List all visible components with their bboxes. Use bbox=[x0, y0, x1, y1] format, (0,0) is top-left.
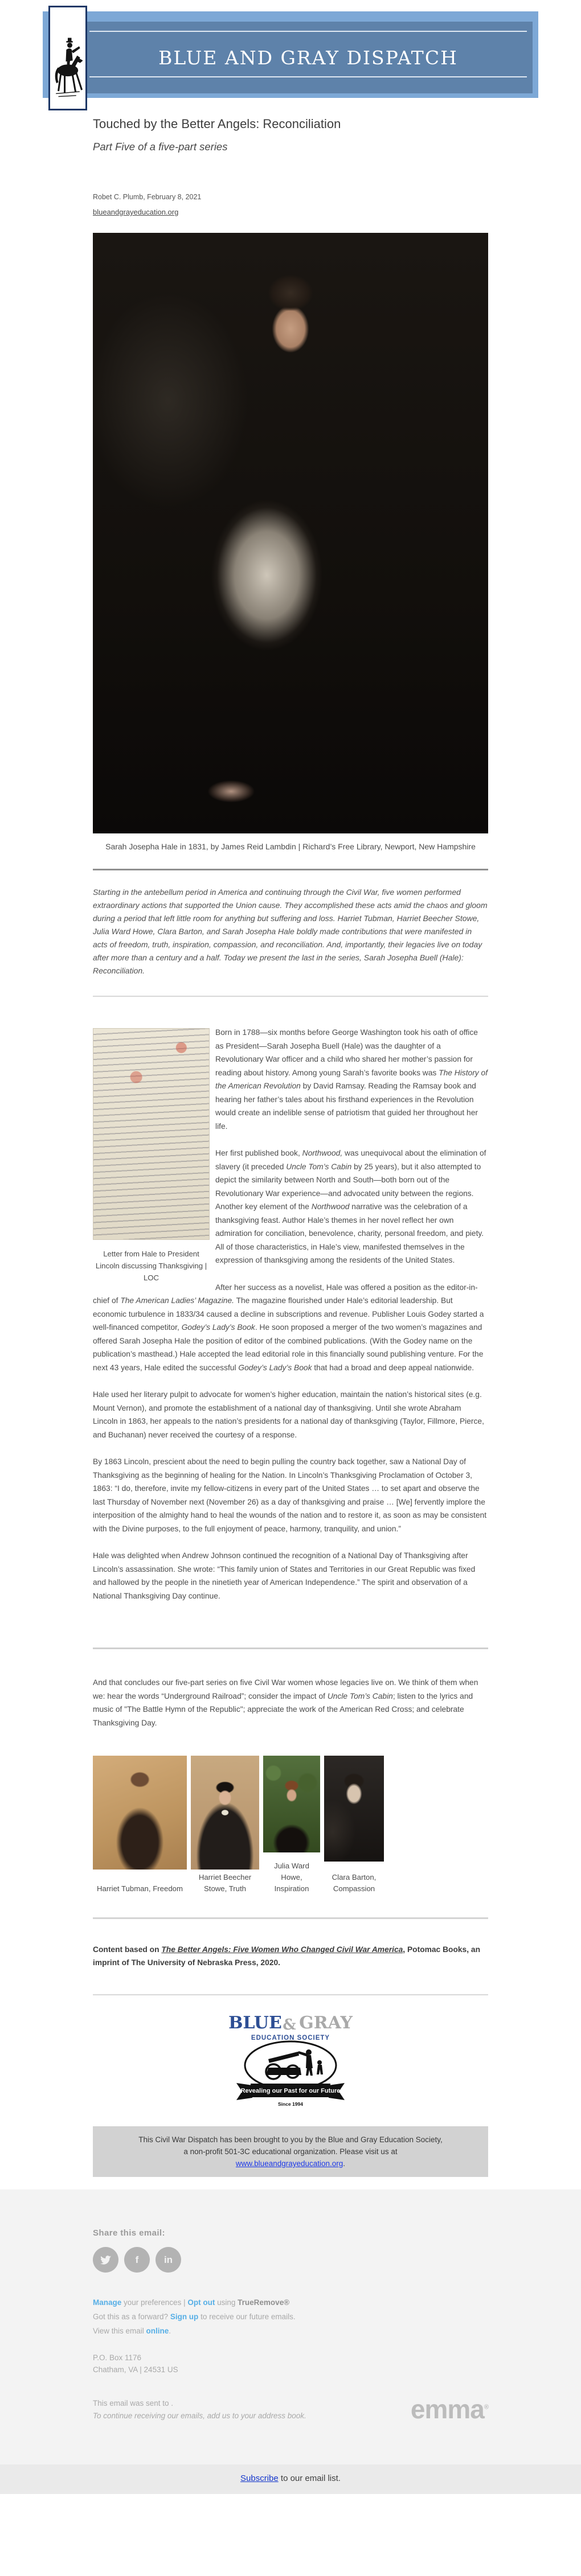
manage-preferences-line: Manage your preferences | Opt out using TrueRemove® bbox=[93, 2298, 290, 2307]
article-body bbox=[93, 1026, 488, 1616]
hale-letter-image bbox=[93, 1028, 210, 1240]
article-byline: Robet C. Plumb, February 8, 2021 bbox=[93, 193, 202, 201]
letter-figure bbox=[93, 1028, 210, 1284]
divider bbox=[93, 996, 488, 997]
svg-text:GRAY: GRAY bbox=[299, 2013, 353, 2033]
portrait-barton bbox=[324, 1756, 384, 1895]
barton-image bbox=[324, 1756, 384, 1862]
bges-logo-graphic bbox=[219, 2010, 362, 2110]
divider bbox=[93, 1648, 488, 1649]
social-icons bbox=[93, 2247, 488, 2273]
newsletter-brand: BLUE AND GRAY DISPATCH bbox=[158, 46, 458, 69]
barton-caption: Clara Barton, Compassion bbox=[332, 1873, 377, 1893]
article-column bbox=[0, 117, 581, 2177]
sent-to-line: This email was sent to . bbox=[93, 2399, 174, 2407]
view-online-line: View this email online. bbox=[93, 2327, 171, 2335]
banner-inner-panel bbox=[84, 22, 533, 93]
twitter-icon[interactable] bbox=[93, 2247, 118, 2273]
body-paragraph: Born in 1788—six months before George Washington took his oath of office as President—Sarah Josepha Buell (Hale) was the daughter of a Revolutionary War officer and a child who shared her mother’s passion for reading about history. Among young Sarah’s favorite books was The History of the American Revolution by David Ramsay. Reading the Ramsay book and hearing her father’s tales about his firsthand experiences in the Revolution would create an indelible sense of patriotism that guided her throughout her life. bbox=[215, 1028, 488, 1131]
forward-signup-line: Got this as a forward? Sign up to receive our future emails. bbox=[93, 2312, 296, 2321]
site-link[interactable]: blueandgrayeducation.org bbox=[93, 208, 179, 216]
share-label: Share this email: bbox=[93, 2228, 165, 2238]
horse-rider-icon bbox=[53, 11, 83, 105]
hale-portrait-caption: Sarah Josepha Hale in 1831, by James Reid Lambdin | Richard’s Free Library, Newport, New Hampshire bbox=[105, 842, 476, 851]
stowe-caption: Harriet Beecher Stowe, Truth bbox=[198, 1873, 252, 1893]
twitter-bird-glyph bbox=[100, 2254, 112, 2266]
hale-portrait-image bbox=[93, 233, 488, 833]
howe-caption: Julia Ward Howe, Inspiration bbox=[274, 1862, 309, 1893]
article-subtitle: Part Five of a five-part series bbox=[93, 141, 228, 153]
divider bbox=[93, 1994, 488, 1995]
series-intro: Starting in the antebellum period in America and continuing through the Civil War, five women performed extraordinary actions that supported the Union cause. They accomplished these acts amid the chaos and gloom during a period that left little room for anything but suffering and loss. Harriet Tubman, Harriet Beecher Stowe, Julia Ward Howe, Clara Barton, and Sarah Josepha Hale boldly made contributions that were manifested in acts of freedom, truth, inspiration, compassion, and reconciliation. And, importantly, their legacies live on today after more than a century and a half. Today we present the last in the series, Sarah Josepha Buell (Hale): Reconciliation. bbox=[93, 888, 488, 975]
facebook-icon[interactable]: f bbox=[124, 2247, 150, 2273]
sent-info-row bbox=[93, 2396, 488, 2422]
svg-text:EDUCATION SOCIETY: EDUCATION SOCIETY bbox=[251, 2035, 330, 2041]
inline-link[interactable]: Sign up bbox=[170, 2312, 199, 2321]
subscribe-band: Subscribe to our email list. bbox=[0, 2464, 581, 2494]
tubman-caption: Harriet Tubman, Freedom bbox=[97, 1884, 183, 1893]
inline-link[interactable]: online bbox=[146, 2327, 169, 2335]
portrait-gallery bbox=[93, 1756, 488, 1895]
address-book-line: To continue receiving our emails, add us to your address book. bbox=[93, 2411, 306, 2420]
emma-logo: emma® bbox=[410, 2394, 488, 2424]
letter-caption: Letter from Hale to President Lincoln discussing Thanksgiving | LOC bbox=[95, 1250, 207, 1282]
footer-links bbox=[93, 2295, 488, 2338]
svg-text:&: & bbox=[283, 2016, 296, 2033]
body-paragraph: Hale was delighted when Andrew Johnson continued the recognition of a National Day of Thanksgiving after Lincoln’s assassination. She wrote: “This family union of States and Territories in our Great Republic was fixed and hallowed by the people in the ninetieth year of American Independence.” The spirit and observation of a National Thanksgiving Day continue. bbox=[93, 1551, 476, 1600]
howe-image bbox=[263, 1756, 320, 1852]
horse-rider-logo bbox=[48, 6, 87, 110]
portrait-tubman bbox=[93, 1756, 187, 1895]
body-paragraph: After her success as a novelist, Hale was offered a position as the editor-in-chief of The American Ladies’ Magazine. The magazine flourished under Hale’s editorial leadership. But economic turbulence in 1833/34 caused a decline in subscriptions and revenue. Publisher Louis Godey started a well-financed competitor, Godey’s Lady’s Book. He soon proposed a merger of the two women’s magazines and offered Sarah Josepha Hale the position of editor of the combined publications. (With the Godey name on the publication’s masthead.) Hale accepted the lead editorial role in this financially sound publishing venture. For the next 43 years, Hale edited the successful Godey’s Lady’s Book that had a broad and deep appeal nationwide. bbox=[93, 1283, 484, 1372]
bottom-spacer bbox=[0, 2494, 581, 2502]
inline-link[interactable]: www.blueandgrayeducation.org bbox=[235, 2159, 343, 2168]
masthead-banner bbox=[43, 11, 538, 98]
body-paragraph: Her first published book, Northwood, was unequivocal about the elimination of slavery (it preceded Uncle Tom’s Cabin by 25 years), but it also attempted to depict the similarity between North and South—both born out of the Revolutionary War experience—and advocated unity between the regions. Another key element of the Northwood narrative was the celebration of a thanksgiving feast. Author Hale’s themes in her novel reflect her own admiration for conciliation, benevolence, charity, personal freedom, and piety. All of those characteristics, in Hale’s view, manifested themselves in the expression of thanksgiving among the residents of the United States. bbox=[215, 1149, 486, 1264]
svg-text:Since 1994: Since 1994 bbox=[278, 2101, 303, 2107]
inline-link[interactable]: Manage bbox=[93, 2298, 122, 2307]
body-paragraph: By 1863 Lincoln, prescient about the need to begin pulling the country back together, saw a National Day of Thanksgiving as the beginning of healing for the Nation. In Lincoln’s Thanksgiving Proclamation of October 3, 1863: “I do, therefore, invite my fellow-citizens in every part of the United States … to set apart and observe the last Thursday of November next (November 26) as a day of thanksgiving and praise … [We] fervently implore the interposition of the almighty hand to heal the wounds of the nation and to restore it, as soon as may be consistent with the Divine purposes, to the full enjoyment of peace, harmony, tranquility, and union.” bbox=[93, 1457, 487, 1533]
inline-link[interactable]: Opt out bbox=[187, 2298, 215, 2307]
society-notice: This Civil War Dispatch has been brought to you by the Blue and Gray Education Society, a non-profit 501-3C educational organization. Please visit us at www.blueandgrayeducation.org. bbox=[93, 2126, 488, 2177]
divider bbox=[93, 1917, 488, 1919]
portrait-stowe bbox=[191, 1756, 259, 1895]
tubman-image bbox=[93, 1756, 187, 1870]
divider bbox=[93, 869, 488, 870]
stowe-image bbox=[191, 1756, 259, 1870]
postal-address bbox=[93, 2352, 488, 2376]
email-footer bbox=[0, 2189, 581, 2464]
linkedin-icon[interactable]: in bbox=[156, 2247, 181, 2273]
closing-paragraph: And that concludes our five-part series on five Civil War women whose legacies live on. We think of them when we: hear the words “Underground Railroad”; consider the impact of Uncle Tom’s Cabin; listen to the lyrics and music of "The Battle Hymn of the Republic"; appreciate the work of the American Red Cross; and celebrate Thanksgiving Day. bbox=[93, 1678, 478, 1727]
svg-text:Revealing our Past for our Fut: Revealing our Past for our Future bbox=[240, 2088, 341, 2094]
article-title: Touched by the Better Angels: Reconciliation bbox=[93, 117, 341, 131]
content-attribution: Content based on The Better Angels: Five Women Who Changed Civil War America, Potomac Books, an imprint of The University of Nebraska Press, 2020. bbox=[93, 1945, 480, 1967]
sent-info bbox=[93, 2397, 306, 2422]
bges-logo bbox=[93, 2010, 488, 2113]
address-line-1: P.O. Box 1176 bbox=[93, 2353, 142, 2362]
address-line-2: Chatham, VA | 24531 US bbox=[93, 2365, 178, 2374]
portrait-howe bbox=[263, 1756, 320, 1895]
body-paragraph: Hale used her literary pulpit to advocate for women’s higher education, maintain the nation’s historical sites (e.g. Mount Vernon), and promote the establishment of a national day of thanksgiving. Until she wrote Abraham Lincoln in 1863, her appeals to the nation’s presidents for a national day of thanksgiving (Taylor, Fillmore, Pierce, and Buchanan) never received the courtesy of a response. bbox=[93, 1390, 484, 1439]
svg-text:BLUE: BLUE bbox=[228, 2013, 282, 2033]
inline-link[interactable]: Subscribe bbox=[240, 2474, 279, 2483]
